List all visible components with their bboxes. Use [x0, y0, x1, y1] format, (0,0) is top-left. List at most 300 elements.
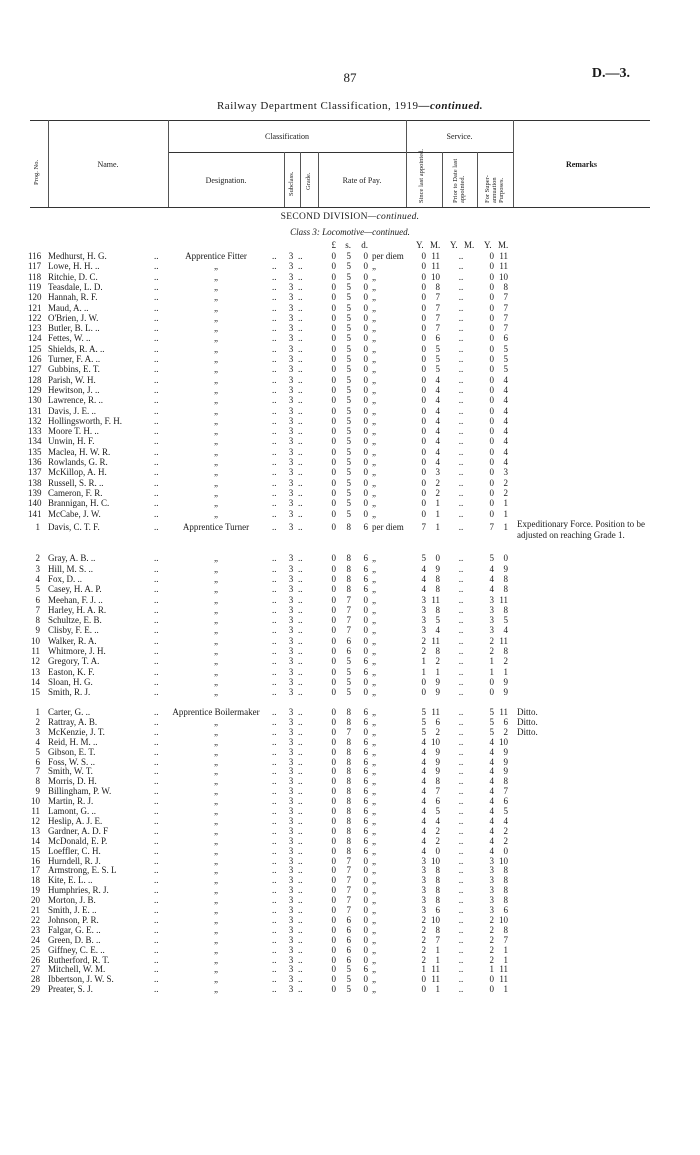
title-text: Railway Department Classification, 1919 [216, 100, 419, 112]
leader-dots: .. [298, 553, 303, 564]
pay-period: „ [372, 446, 376, 457]
leader-dots: .. [298, 615, 303, 626]
pay-shillings: 7 [346, 885, 351, 896]
pay-period: „ [372, 895, 376, 906]
staff-name: Lamont, G. .. [48, 806, 96, 816]
subclass: 3 [288, 477, 294, 488]
subclass: 3 [288, 584, 294, 595]
table-row [0, 333, 700, 343]
prog-no: 9 [35, 786, 40, 797]
designation: „ [214, 573, 218, 584]
service-months: 4 [435, 384, 440, 395]
staff-name: Russell, S. R. .. [48, 477, 104, 488]
super-years: 0 [489, 281, 494, 292]
leader-dots: .. [154, 635, 159, 646]
designation: „ [214, 615, 218, 626]
service-years: 3 [421, 615, 426, 626]
subclass: 3 [288, 875, 294, 886]
leader-dots: .. [154, 776, 159, 787]
super-months: 0 [503, 845, 508, 856]
leader-dots: .. [154, 436, 159, 447]
super-years: 4 [489, 563, 494, 574]
leader-dots: .. [298, 604, 303, 615]
prog-no: 8 [35, 615, 40, 626]
staff-name: Turner, F. A. .. [48, 354, 101, 364]
pay-period: „ [372, 687, 376, 698]
leader-dots: .. [298, 292, 303, 303]
pay-pounds: 0 [331, 522, 336, 532]
pay-period: „ [372, 405, 376, 416]
leader-dots: .. [154, 944, 159, 955]
leader-dots: .. [298, 934, 303, 945]
subclass: 3 [288, 615, 294, 626]
pay-pounds: 0 [331, 498, 336, 509]
subclass: 3 [288, 746, 294, 757]
service-years: 4 [421, 796, 426, 807]
service-months: 8 [435, 865, 440, 876]
pay-pence: 0 [363, 333, 368, 344]
prior-service-dots: .. [458, 467, 464, 478]
leader-dots: .. [154, 974, 159, 985]
subclass: 3 [288, 635, 294, 646]
prior-service-dots: .. [458, 271, 464, 282]
subclass: 3 [288, 271, 294, 282]
pay-pounds: 0 [331, 875, 336, 886]
leader-dots: .. [272, 865, 277, 876]
subclass: 3 [288, 323, 294, 334]
super-months: 11 [499, 251, 508, 261]
prog-no: 16 [31, 855, 40, 866]
super-years: 0 [489, 436, 494, 447]
pay-pence: 0 [363, 261, 368, 272]
staff-name: Morris, D. H. [48, 776, 97, 787]
service-years: 4 [421, 835, 426, 846]
col-divider [442, 152, 443, 207]
leader-dots: .. [298, 395, 303, 406]
leader-dots: .. [154, 553, 159, 564]
service-months: 9 [435, 563, 440, 574]
table-row [0, 885, 700, 895]
pay-pence: 0 [363, 635, 368, 646]
leader-dots: .. [272, 281, 277, 292]
designation: „ [214, 746, 218, 757]
leader-dots: .. [298, 835, 303, 846]
pay-pounds: 0 [331, 604, 336, 615]
col-prior-to-date [452, 155, 466, 203]
service-years: 2 [421, 944, 426, 955]
prior-service-dots: .. [458, 646, 464, 656]
super-months: 4 [503, 374, 508, 385]
subclass: 3 [288, 415, 294, 426]
prog-no: 131 [28, 405, 42, 416]
designation: „ [214, 905, 218, 915]
pay-period: „ [372, 395, 376, 406]
pay-pounds: 0 [331, 271, 336, 282]
service-months: 10 [431, 855, 440, 866]
pay-pence: 6 [363, 656, 368, 667]
prior-service-dots: .. [458, 364, 464, 375]
designation: „ [214, 924, 218, 935]
subclass: 3 [288, 756, 294, 767]
table-row [0, 303, 700, 313]
prog-no: 3 [35, 726, 40, 737]
prog-no: 120 [28, 292, 42, 303]
pay-pounds: 0 [331, 796, 336, 807]
col-superannuation-text: For Super-annuation Purposes. [484, 175, 505, 203]
pay-period: „ [372, 333, 376, 344]
pay-pence: 0 [363, 865, 368, 876]
designation: „ [214, 855, 218, 866]
pay-pence: 0 [363, 354, 368, 364]
table-row [0, 677, 700, 687]
prior-service-dots: .. [458, 395, 464, 406]
staff-name: Hurndell, R. J. [48, 855, 101, 866]
designation: „ [214, 815, 218, 826]
super-months: 8 [503, 584, 508, 595]
service-months: 8 [435, 875, 440, 886]
prior-service-dots: .. [458, 261, 464, 272]
designation: „ [214, 498, 218, 509]
prior-service-dots: .. [458, 292, 464, 303]
designation: „ [214, 786, 218, 797]
prog-no: 133 [28, 426, 42, 437]
staff-name: Gardner, A. D. F [48, 825, 109, 836]
subclass: 3 [288, 776, 294, 787]
service-years: 0 [421, 487, 426, 498]
pay-shillings: 5 [346, 498, 351, 509]
prog-no: 29 [31, 984, 40, 995]
prog-no: 12 [31, 656, 40, 667]
pay-pounds: 0 [331, 766, 336, 777]
staff-name: Medhurst, H. G. [48, 251, 107, 261]
super-months: 4 [503, 395, 508, 406]
staff-name: Maclea, H. W. R. [48, 446, 111, 457]
unit-months: M. [464, 240, 475, 250]
leader-dots: .. [298, 261, 303, 272]
super-months: 8 [503, 646, 508, 656]
super-months: 7 [503, 934, 508, 945]
pay-period: „ [372, 726, 376, 737]
prior-service-dots: .. [458, 815, 464, 826]
subclass: 3 [288, 666, 294, 677]
designation: „ [214, 302, 218, 313]
pay-pounds: 0 [331, 594, 336, 605]
pay-period: „ [372, 736, 376, 747]
pay-period: „ [372, 954, 376, 965]
pay-pence: 0 [363, 914, 368, 925]
service-months: 4 [435, 415, 440, 426]
subclass: 3 [288, 944, 294, 955]
pay-period: „ [372, 292, 376, 303]
prog-no: 1 [35, 522, 40, 532]
pay-shillings: 8 [346, 756, 351, 767]
subclass: 3 [288, 806, 294, 816]
prog-no: 17 [31, 865, 40, 876]
super-years: 4 [489, 746, 494, 757]
subclass: 3 [288, 563, 294, 574]
service-months: 5 [435, 615, 440, 626]
leader-dots: .. [298, 281, 303, 292]
prog-no: 123 [28, 323, 42, 334]
super-months: 0 [503, 553, 508, 564]
leader-dots: .. [154, 498, 159, 509]
super-years: 0 [489, 384, 494, 395]
table-row [0, 605, 700, 615]
leader-dots: .. [272, 563, 277, 574]
leader-dots: .. [298, 625, 303, 636]
pay-pence: 0 [363, 498, 368, 509]
super-years: 1 [489, 964, 494, 975]
pay-shillings: 8 [346, 835, 351, 846]
leader-dots: .. [272, 384, 277, 395]
pay-period: „ [372, 666, 376, 677]
leader-dots: .. [154, 384, 159, 395]
super-months: 4 [503, 446, 508, 457]
col-divider [477, 152, 478, 207]
super-years: 0 [489, 415, 494, 426]
prior-service-dots: .. [458, 716, 464, 727]
leader-dots: .. [298, 984, 303, 995]
staff-name: Hollingsworth, F. H. [48, 415, 123, 426]
service-months: 1 [435, 954, 440, 965]
service-years: 3 [421, 594, 426, 605]
super-months: 7 [503, 292, 508, 303]
prior-service-dots: .. [458, 302, 464, 313]
super-years: 5 [489, 553, 494, 564]
leader-dots: .. [272, 944, 277, 955]
pay-pounds: 0 [331, 426, 336, 437]
service-years: 0 [421, 312, 426, 323]
prog-no: 20 [31, 895, 40, 906]
service-months: 4 [435, 436, 440, 447]
pay-shillings: 5 [346, 964, 351, 975]
pay-pence: 0 [363, 426, 368, 437]
prog-no: 5 [35, 584, 40, 595]
pay-pounds: 0 [331, 865, 336, 876]
leader-dots: .. [154, 984, 159, 995]
service-months: 8 [435, 604, 440, 615]
subclass: 3 [288, 251, 294, 261]
super-months: 11 [499, 261, 508, 272]
table-row [0, 806, 700, 816]
service-years: 4 [421, 845, 426, 856]
leader-dots: .. [154, 584, 159, 595]
pay-period: „ [372, 323, 376, 334]
pay-pounds: 0 [331, 487, 336, 498]
leader-dots: .. [272, 271, 277, 282]
service-years: 0 [421, 457, 426, 467]
pay-pounds: 0 [331, 302, 336, 313]
subclass: 3 [288, 707, 294, 717]
pay-shillings: 7 [346, 726, 351, 737]
unit-years: Y. [484, 240, 492, 250]
pay-shillings: 5 [346, 312, 351, 323]
prog-no: 15 [31, 687, 40, 698]
super-years: 2 [489, 924, 494, 935]
pay-pence: 0 [363, 604, 368, 615]
table-row [0, 865, 700, 875]
service-years: 0 [421, 405, 426, 416]
staff-name: Lowe, H. H. .. [48, 261, 100, 272]
designation: „ [214, 825, 218, 836]
prior-service-dots: .. [458, 522, 464, 532]
pay-shillings: 7 [346, 604, 351, 615]
staff-name: Teasdale, L. D. [48, 281, 103, 292]
super-months: 4 [503, 436, 508, 447]
col-rate-of-pay: Rate of Pay. [342, 176, 382, 185]
pay-period: „ [372, 261, 376, 272]
pay-period: „ [372, 508, 376, 519]
leader-dots: .. [154, 726, 159, 737]
units-row [0, 240, 700, 250]
super-months: 8 [503, 776, 508, 787]
service-years: 2 [421, 924, 426, 935]
service-years: 0 [421, 261, 426, 272]
subclass: 3 [288, 625, 294, 636]
staff-name: Moore T. H. .. [48, 426, 99, 437]
service-years: 3 [421, 604, 426, 615]
staff-name: Martin, R. J. [48, 796, 94, 807]
pay-pounds: 0 [331, 666, 336, 677]
pay-period: „ [372, 914, 376, 925]
designation: „ [214, 292, 218, 303]
designation: „ [214, 984, 218, 995]
staff-name: Ibbertson, J. W. S. [48, 974, 114, 985]
service-months: 8 [435, 924, 440, 935]
super-years: 1 [489, 656, 494, 667]
pay-period: „ [372, 746, 376, 757]
service-years: 0 [421, 436, 426, 447]
prior-service-dots: .. [458, 875, 464, 886]
super-months: 2 [503, 726, 508, 737]
leader-dots: .. [154, 405, 159, 416]
remark-ditto: Ditto. [517, 727, 538, 737]
leader-dots: .. [154, 806, 159, 816]
super-months: 5 [503, 364, 508, 375]
designation: „ [214, 323, 218, 334]
super-years: 3 [489, 895, 494, 906]
staff-name: Falgar, G. E. .. [48, 924, 101, 935]
designation: „ [214, 954, 218, 965]
designation: „ [214, 666, 218, 677]
prior-service-dots: .. [458, 615, 464, 626]
pay-shillings: 8 [346, 766, 351, 777]
service-months: 10 [431, 914, 440, 925]
super-years: 4 [489, 825, 494, 836]
section-title-suffix: —continued. [367, 212, 420, 222]
table-row [0, 354, 700, 364]
super-years: 1 [489, 666, 494, 677]
leader-dots: .. [272, 508, 277, 519]
document-code: D.—3. [591, 66, 630, 81]
subclass: 3 [288, 436, 294, 447]
leader-dots: .. [272, 716, 277, 727]
leader-dots: .. [272, 964, 277, 975]
staff-name: McCabe, J. W. [48, 508, 101, 519]
super-years: 0 [489, 323, 494, 334]
staff-name: Clisby, F. E. .. [48, 625, 99, 636]
designation: „ [214, 726, 218, 737]
pay-period: „ [372, 766, 376, 777]
pay-shillings: 8 [346, 796, 351, 807]
prior-service-dots: .. [458, 446, 464, 457]
subclass: 3 [288, 573, 294, 584]
pay-pounds: 0 [331, 333, 336, 344]
subclass: 3 [288, 374, 294, 385]
leader-dots: .. [154, 374, 159, 385]
staff-name: Hill, M. S. .. [48, 563, 94, 574]
table-row [0, 292, 700, 302]
prog-no: 134 [28, 436, 42, 447]
staff-name: Easton, K. F. [48, 666, 95, 677]
leader-dots: .. [154, 271, 159, 282]
service-years: 3 [421, 875, 426, 886]
leader-dots: .. [272, 707, 277, 717]
pay-period: „ [372, 845, 376, 856]
pay-period: „ [372, 964, 376, 975]
super-months: 9 [503, 563, 508, 574]
pay-period: „ [372, 825, 376, 836]
super-months: 8 [503, 924, 508, 935]
subclass: 3 [288, 786, 294, 797]
pay-shillings: 7 [346, 594, 351, 605]
leader-dots: .. [298, 944, 303, 955]
designation: „ [214, 457, 218, 467]
leader-dots: .. [298, 522, 303, 532]
leader-dots: .. [272, 776, 277, 787]
col-remarks: Remarks [565, 160, 598, 169]
service-months: 2 [435, 825, 440, 836]
col-superannuation [484, 155, 505, 203]
pay-pence: 0 [363, 415, 368, 426]
service-years: 0 [421, 508, 426, 519]
service-years: 0 [421, 467, 426, 478]
table-row [0, 436, 700, 446]
subclass: 3 [288, 457, 294, 467]
leader-dots: .. [154, 467, 159, 478]
designation: „ [214, 477, 218, 488]
prog-no: 13 [31, 666, 40, 677]
table-row [0, 796, 700, 806]
pay-pence: 0 [363, 984, 368, 995]
leader-dots: .. [272, 736, 277, 747]
table-row [0, 945, 700, 955]
leader-dots: .. [272, 815, 277, 826]
leader-dots: .. [272, 522, 277, 532]
super-months: 5 [503, 806, 508, 816]
col-prog-no: Prog. No. [33, 159, 40, 185]
class-suffix: —continued. [364, 227, 410, 237]
prior-service-dots: .. [458, 312, 464, 323]
super-months: 3 [503, 467, 508, 478]
pay-period: „ [372, 676, 376, 687]
leader-dots: .. [298, 646, 303, 656]
table-row [0, 717, 700, 727]
service-months: 8 [435, 281, 440, 292]
pay-pounds: 0 [331, 323, 336, 334]
pay-shillings: 8 [346, 746, 351, 757]
designation: „ [214, 934, 218, 945]
service-years: 0 [421, 974, 426, 985]
super-years: 0 [489, 343, 494, 354]
pay-pence: 6 [363, 736, 368, 747]
leader-dots: .. [154, 656, 159, 667]
prior-service-dots: .. [458, 796, 464, 807]
pay-pounds: 0 [331, 384, 336, 395]
staff-name: Foss, W. S. .. [48, 756, 96, 767]
prog-no: 121 [28, 302, 42, 313]
table-row [0, 416, 700, 426]
